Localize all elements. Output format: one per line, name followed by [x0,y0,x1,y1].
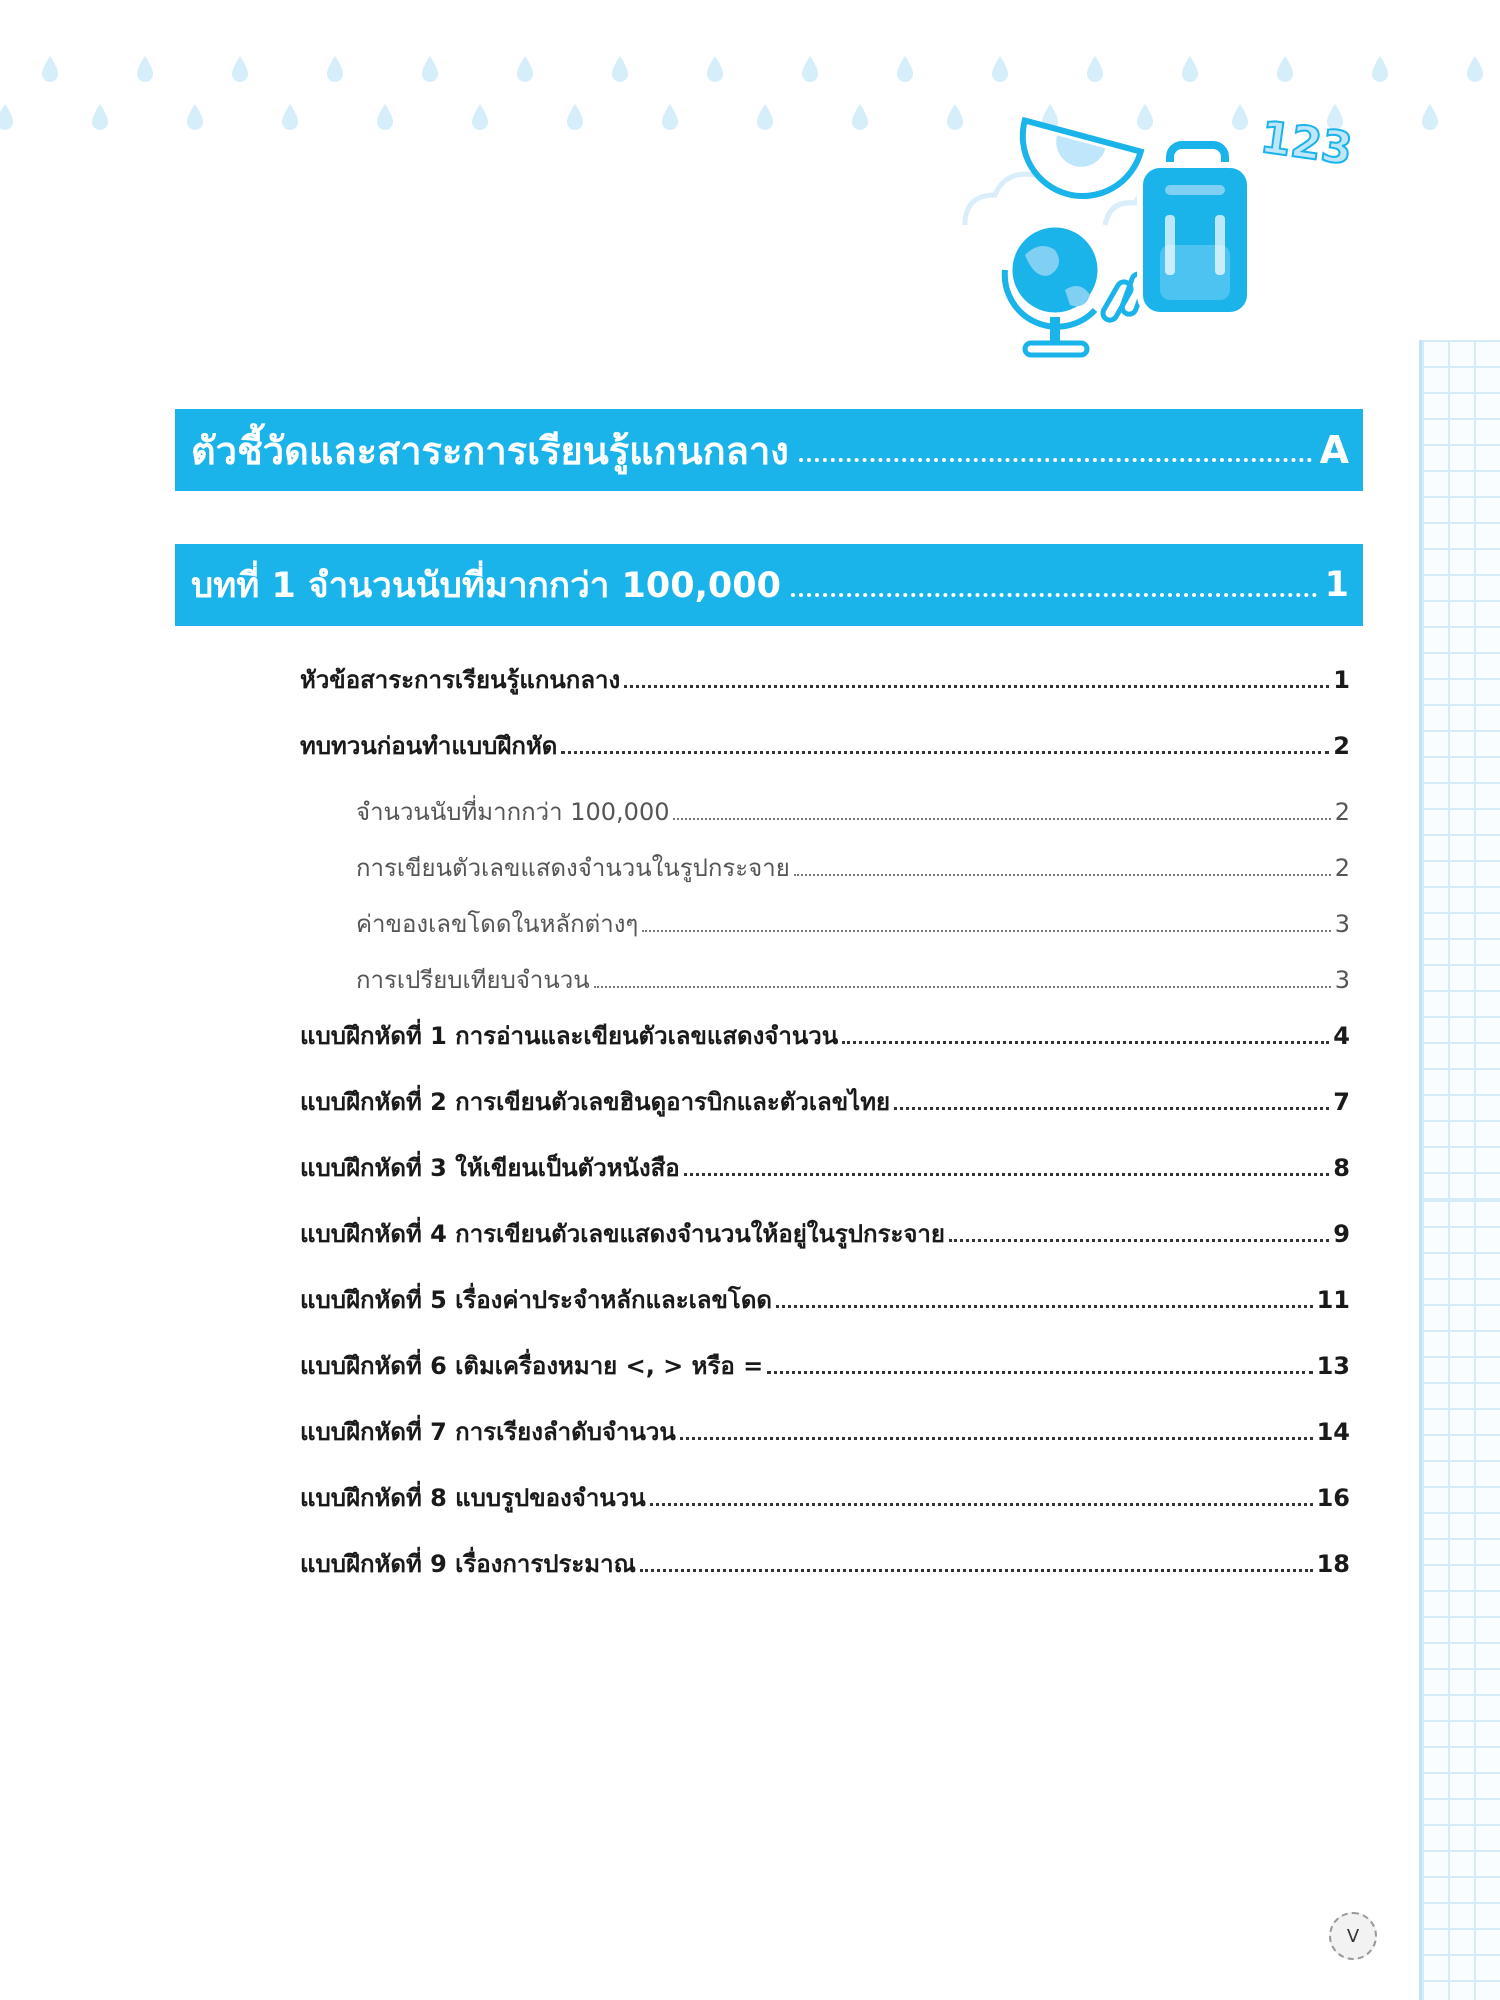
leader-dots [640,1569,1313,1572]
toc-page: 18 [1316,1550,1350,1578]
toc-label: แบบฝึกหัดที่ 8 แบบรูปของจำนวน [300,1484,646,1512]
toc-page: 11 [1316,1286,1350,1314]
toc-page: 7 [1333,1088,1350,1116]
leader-dots [791,593,1317,597]
toc-label: การเขียนตัวเลขแสดงจำนวนในรูปกระจาย [356,854,790,882]
toc-page: 2 [1334,854,1350,882]
toc-label: แบบฝึกหัดที่ 6 เติมเครื่องหมาย <, > หรือ = [300,1352,764,1380]
toc-label: แบบฝึกหัดที่ 2 การเขียนตัวเลขฮินดูอารบิกและตัวเลขไทย [300,1088,891,1116]
toc-page: 3 [1334,966,1350,994]
band-page: 1 [1324,565,1349,605]
toc-label: แบบฝึกหัดที่ 7 การเรียงลำดับจำนวน [300,1418,676,1446]
toc-entry[interactable] [300,1544,1350,1610]
leader-dots [776,1305,1313,1308]
leader-dots [673,818,1330,820]
leader-dots [949,1239,1329,1242]
page-number-badge: V [1329,1912,1377,1960]
leader-dots [642,930,1330,932]
toc-entry[interactable] [300,1280,1350,1346]
toc-entry[interactable] [300,1346,1350,1412]
toc-entry[interactable] [300,1016,1350,1082]
numbers-icon: 123 [1257,111,1356,176]
toc-section-band-chapter-1[interactable] [175,544,1363,626]
grid-paper-strip-lower [1419,1200,1500,2000]
toc-page: 4 [1333,1022,1350,1050]
toc-entry[interactable] [300,1082,1350,1148]
toc-entry[interactable] [300,1478,1350,1544]
leader-dots [799,458,1312,462]
leader-dots [842,1041,1329,1044]
toc-page: 9 [1333,1220,1350,1248]
leader-dots [767,1371,1312,1374]
toc-subentry[interactable] [300,960,1350,1016]
toc-entry[interactable] [300,1214,1350,1280]
table-of-contents [300,660,1350,1610]
toc-page: 8 [1333,1154,1350,1182]
toc-label: จำนวนนับที่มากกว่า 100,000 [356,798,670,826]
toc-label: การเปรียบเทียบจำนวน [356,966,590,994]
toc-label: แบบฝึกหัดที่ 5 เรื่องค่าประจำหลักและเลขโดด [300,1286,772,1314]
toc-page: 16 [1316,1484,1350,1512]
toc-label: แบบฝึกหัดที่ 1 การอ่านและเขียนตัวเลขแสดงจำนวน [300,1022,839,1050]
band-title: ตัวชี้วัดและสาระการเรียนรู้แกนกลาง [191,428,789,473]
toc-subentry[interactable] [300,792,1350,848]
leader-dots [794,874,1331,876]
toc-entry[interactable] [300,1148,1350,1214]
toc-page: 13 [1316,1352,1350,1380]
toc-page: 2 [1334,798,1350,826]
leader-dots [650,1503,1313,1506]
toc-entry[interactable] [300,726,1350,792]
backpack-icon [1140,145,1250,315]
toc-label: แบบฝึกหัดที่ 9 เรื่องการประมาณ [300,1550,636,1578]
toc-subentry[interactable] [300,904,1350,960]
protractor-icon [1009,120,1140,209]
leader-dots [894,1107,1329,1110]
toc-entry[interactable] [300,660,1350,726]
school-supplies-illustration [955,105,1375,390]
toc-section-band-standards[interactable] [175,409,1363,491]
toc-page: 3 [1334,910,1350,938]
leader-dots [684,1173,1330,1176]
toc-label: หัวข้อสาระการเรียนรู้แกนกลาง [300,666,621,694]
toc-label: ทบทวนก่อนทำแบบฝึกหัด [300,732,558,760]
toc-page: 2 [1333,732,1350,760]
toc-page: 1 [1333,666,1350,694]
toc-entry[interactable] [300,1412,1350,1478]
leader-dots [594,986,1331,988]
grid-paper-strip [1419,340,1500,1200]
toc-label: แบบฝึกหัดที่ 3 ให้เขียนเป็นตัวหนังสือ [300,1154,680,1182]
band-title: บทที่ 1 จำนวนนับที่มากกว่า 100,000 [191,565,781,606]
toc-label: ค่าของเลขโดดในหลักต่างๆ [356,910,639,938]
leader-dots [680,1437,1313,1440]
toc-subentry[interactable] [300,848,1350,904]
leader-dots [624,685,1329,688]
toc-label: แบบฝึกหัดที่ 4 การเขียนตัวเลขแสดงจำนวนให้อยู่ในรูปกระจาย [300,1220,945,1248]
band-page: A [1319,428,1349,472]
globe-icon [1005,225,1100,355]
leader-dots [561,751,1329,754]
toc-page: 14 [1316,1418,1350,1446]
